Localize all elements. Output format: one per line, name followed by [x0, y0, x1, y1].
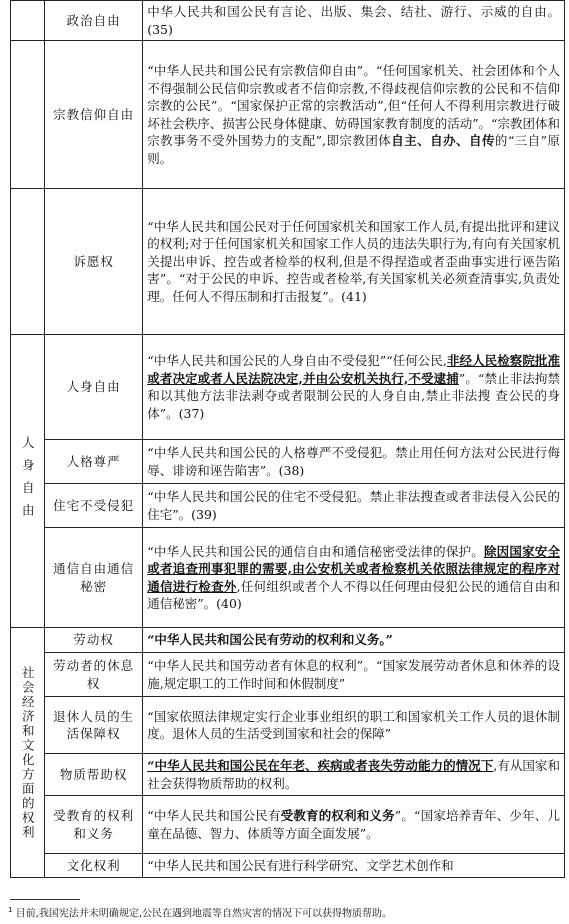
text-part: “中华人民共和国公民的人身自由不受侵犯”“任何公民,: [147, 353, 447, 368]
group-personal-freedom: [11, 335, 45, 628]
text-part: ,有从国家和社会获得物质帮助的权利。: [147, 758, 560, 791]
right-name: 宗教信仰自由: [45, 41, 143, 189]
group-cell-empty: [11, 189, 45, 335]
text-emphasis: 受教育的权利和义务: [280, 808, 395, 823]
footnote-text: 目前,我国宪法并未明确规定,公民在遇到地震等自然灾害的情况下可以获得物质帮助。: [15, 908, 393, 920]
right-name: 诉愿权: [45, 189, 143, 335]
table-row: [11, 189, 565, 335]
right-text: “中华人民共和国劳动者有休息的权利”。“国家发展劳动者休息和休养的设施,规定职工的工作时间和休假制度”: [143, 653, 565, 697]
right-text: [143, 335, 565, 440]
table-row: [11, 484, 565, 528]
right-name: 政治自由: [45, 1, 143, 41]
footnote-rule: [10, 899, 80, 900]
right-name: 受教育的权利和义务: [45, 796, 143, 854]
text-emphasis: 非经人民检察院批准或者决定或者人民法院决定,并由公安机关执行,不受逮捕: [147, 353, 560, 386]
group-cell-empty: [11, 41, 45, 189]
footnote-mark: 1: [8, 906, 13, 914]
text-emphasis: 除因国家安全或者追查刑事犯罪的需要,由公安机关或者检察机关依照法律规定的程序对通信进行检查外: [147, 543, 560, 594]
right-name: 住宅不受侵犯: [45, 484, 143, 528]
right-name: 劳动权: [45, 628, 143, 653]
right-text: “中华人民共和国公民对于任何国家机关和国家工作人员,有提出批评和建议的权利;对于任何国家机关和国家工作人员的违法失职行为,有向有关国家机关提出申诉、控告或者检举的权利,但是不得捏造或者歪曲事实进行诬告陷害”。“对于公民的申诉、控告或者检举,有关国家机关必须查清事实,负责处理。任何人不得压制和打击报复”。(41): [143, 189, 565, 335]
table-row: [11, 854, 565, 878]
group-label: 社会经济和文化方面的权利: [20, 665, 36, 840]
table-row: [11, 653, 565, 697]
right-text: “中华人民共和国公民的住宅不受侵犯。禁止非法搜查或者非法侵入公民的住宅”。(39): [143, 484, 565, 528]
right-text: “中华人民共和国公民有进行科学研究、文学艺术创作和: [143, 854, 565, 878]
group-cell-empty: [11, 1, 45, 41]
right-text: 中华人民共和国公民有言论、出版、集会、结社、游行、示威的自由。(35): [143, 1, 565, 41]
rights-table: [10, 0, 565, 878]
right-name: 通信自由通信秘密: [45, 528, 143, 628]
right-name: 人格尊严: [45, 440, 143, 484]
table-row: [11, 1, 565, 41]
right-name: 劳动者的休息权: [45, 653, 143, 697]
text-part: “中华人民共和国公民有宗教信仰自由”。“任何国家机关、社会团体和个人不得强制公民信仰宗教或者不信仰宗教,不得歧视信仰宗教的公民和不信仰宗教的公民”。“国家保护正常的宗教活动”,但“任何人不得利用宗教进行破坏社会秩序、损害公民身体健康、妨碍国家教育制度的活动”。“宗教团体和宗教事务不受外国势力的支配”,即宗教团体: [147, 63, 561, 148]
right-name: 物质帮助权: [45, 754, 143, 796]
right-text: “中华人民共和国公民有劳动的权利和义务。”: [143, 628, 565, 653]
text-emphasis: “中华人民共和国公民在年老、疾病或者丧失劳动能力的情况下: [147, 758, 494, 773]
table-row: [11, 528, 565, 628]
right-text: “国家依照法律规定实行企业事业组织的职工和国家机关工作人员的退休制度。退休人员的生活受到国家和社会的保障”: [143, 697, 565, 754]
table-row: [11, 440, 565, 484]
text-part: “中华人民共和国公民有: [147, 808, 281, 823]
table-row: [11, 628, 565, 653]
right-text: “中华人民共和国公民的人格尊严不受侵犯。禁止用任何方法对公民进行侮辱、诽谤和诬告陷害”。(38): [143, 440, 565, 484]
right-name: 退休人员的生活保障权: [45, 697, 143, 754]
right-text: [143, 41, 565, 189]
table-row: [11, 41, 565, 189]
table-row: [11, 335, 565, 440]
right-text: [143, 528, 565, 628]
right-name: 人身自由: [45, 335, 143, 440]
text-part: ”。“国家培养青年、少年、儿童在品德、智力、体质等方面全面发展”。: [147, 808, 560, 841]
table-row: [11, 754, 565, 796]
right-name: 文化权利: [45, 854, 143, 878]
right-text: [143, 754, 565, 796]
text-part: 的“三自”原则。: [147, 133, 560, 166]
table-row: [11, 796, 565, 854]
text-part: “中华人民共和国公民的通信自由和通信秘密受法律的保护。: [147, 543, 484, 559]
text-emphasis: 自主、自办、自传: [391, 133, 495, 148]
group-label: 人身自由: [20, 436, 36, 526]
text-part: ,任何组织或者个人不得以任何理由侵犯公民的通信自由和通信秘密”。(40): [147, 578, 560, 611]
table-row: [11, 697, 565, 754]
group-social-economic-cultural: [11, 628, 45, 878]
footnote: [8, 903, 563, 921]
text-part: ”。“禁止非法拘禁和以其他方法非法剥夺或者限制公民的人身自由,禁止非法搜 查公民的身体”。(37): [147, 370, 560, 421]
right-text: [143, 796, 565, 854]
